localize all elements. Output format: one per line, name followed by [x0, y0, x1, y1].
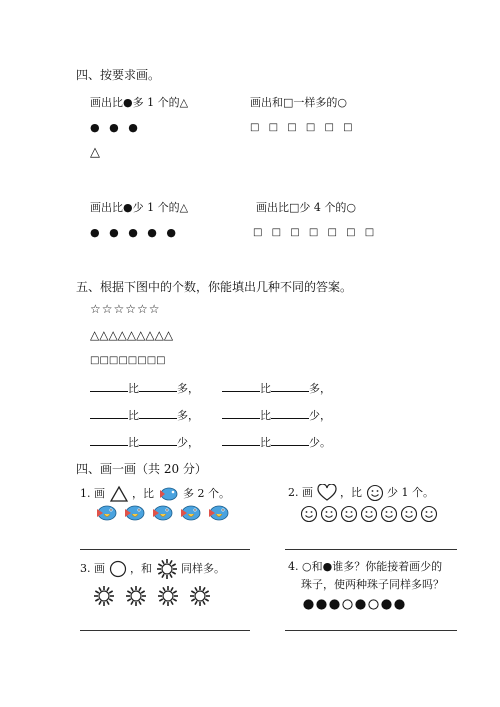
problem3-text: [80, 558, 225, 580]
problem4-line1: 4. ○和●谁多？你能接着画少的: [288, 560, 443, 573]
compare-result: 多，: [309, 382, 331, 395]
p1-text-c: 多 2 个。: [183, 487, 230, 500]
bird-icon: [95, 502, 119, 524]
smiley-icon: [360, 505, 378, 523]
q2-squares: □ □ □ □ □ □: [250, 122, 356, 133]
smiley-icon: [320, 505, 338, 523]
q3-instruction: 画出比●少 1 个的△: [90, 201, 189, 214]
p3-text-b: ，和: [130, 562, 152, 575]
q1-answer-triangle: △: [90, 145, 100, 160]
smiley-icon: [300, 505, 318, 523]
stars-row: ☆☆☆☆☆☆: [90, 302, 161, 316]
bird-row: [95, 502, 231, 524]
blank-field[interactable]: [90, 434, 128, 446]
compare-word: 比: [128, 436, 139, 449]
blank-field[interactable]: [90, 407, 128, 419]
compare-result: 少，: [309, 409, 331, 422]
blank-field[interactable]: [222, 434, 260, 446]
sun-icon: [93, 585, 115, 607]
blank-field[interactable]: [139, 434, 177, 446]
q1-dots: ● ● ●: [90, 121, 141, 134]
compare-word: 比: [260, 436, 271, 449]
black-bead-icon: [355, 599, 366, 610]
compare-row: [222, 380, 331, 396]
compare-result: 多，: [177, 409, 199, 422]
p3-text-c: 同样多。: [181, 562, 225, 575]
smiley-icon: [380, 505, 398, 523]
compare-word: 比: [128, 382, 139, 395]
section4-title: 四、按要求画。: [76, 68, 161, 82]
problem4-line2: 珠子，使两种珠子同样多吗？: [301, 578, 444, 591]
p3-text-a: 3. 画: [80, 562, 105, 575]
problem1-text: [80, 484, 230, 504]
q1-instruction: 画出比●多 1 个的△: [90, 96, 189, 109]
bird-icon: [151, 502, 175, 524]
heart-icon: [317, 484, 337, 502]
compare-result: 少，: [177, 436, 199, 449]
p2-text-a: 2. 画: [288, 486, 313, 499]
sun-icon: [157, 585, 179, 607]
black-bead-icon: [394, 599, 405, 610]
squares-row: □□□□□□□□: [90, 355, 166, 366]
q4-instruction: 画出比□少 4 个的○: [256, 201, 356, 214]
p1-text-a: 1. 画: [80, 487, 105, 500]
compare-word: 比: [128, 409, 139, 422]
p1-text-b: ，比: [132, 487, 154, 500]
black-bead-icon: [316, 599, 327, 610]
white-bead-icon: [342, 599, 353, 610]
circle-icon: [109, 560, 127, 578]
compare-result: 少。: [309, 436, 331, 449]
smiley-row: [300, 505, 438, 523]
bead-row: [303, 599, 405, 610]
problem2-text: [288, 484, 434, 502]
sun-icon: [189, 585, 211, 607]
answer-line: [80, 630, 250, 631]
p2-text-b: ，比: [340, 486, 362, 499]
compare-word: 比: [260, 382, 271, 395]
smiley-icon: [420, 505, 438, 523]
bird-icon: [179, 502, 203, 524]
section5-title: 五、根据下图中的个数，你能填出几种不同的答案。: [76, 280, 353, 294]
blank-field[interactable]: [222, 380, 260, 392]
compare-result: 多，: [177, 382, 199, 395]
compare-row: [222, 407, 331, 423]
black-bead-icon: [303, 599, 314, 610]
sun-icon: [125, 585, 147, 607]
compare-row: [90, 434, 199, 450]
blank-field[interactable]: [90, 380, 128, 392]
answer-line: [285, 549, 457, 550]
answer-line: [285, 630, 457, 631]
white-bead-icon: [368, 599, 379, 610]
compare-row: [90, 380, 199, 396]
section6-title: 四、画一画（共 20 分）: [76, 462, 207, 476]
smiley-icon: [400, 505, 418, 523]
bird-icon: [123, 502, 147, 524]
answer-line: [80, 549, 250, 550]
blank-field[interactable]: [139, 380, 177, 392]
compare-row: [222, 434, 331, 450]
black-bead-icon: [329, 599, 340, 610]
blank-field[interactable]: [222, 407, 260, 419]
q3-dots: ● ● ● ● ●: [90, 226, 179, 239]
smiley-icon: [340, 505, 358, 523]
triangle-icon: [109, 485, 129, 503]
sun-icon: [156, 558, 178, 580]
q4-squares: □ □ □ □ □ □ □: [253, 227, 378, 238]
compare-word: 比: [260, 409, 271, 422]
blank-field[interactable]: [139, 407, 177, 419]
bird-icon: [158, 484, 180, 504]
compare-row: [90, 407, 199, 423]
smiley-icon: [366, 484, 384, 502]
sun-row: [93, 585, 211, 607]
triangles-row: △△△△△△△△△: [90, 328, 174, 342]
blank-field[interactable]: [271, 407, 309, 419]
blank-field[interactable]: [271, 380, 309, 392]
blank-field[interactable]: [271, 434, 309, 446]
q2-instruction: 画出和□一样多的○: [250, 96, 347, 109]
p2-text-c: 少 1 个。: [387, 486, 434, 499]
bird-icon: [207, 502, 231, 524]
black-bead-icon: [381, 599, 392, 610]
